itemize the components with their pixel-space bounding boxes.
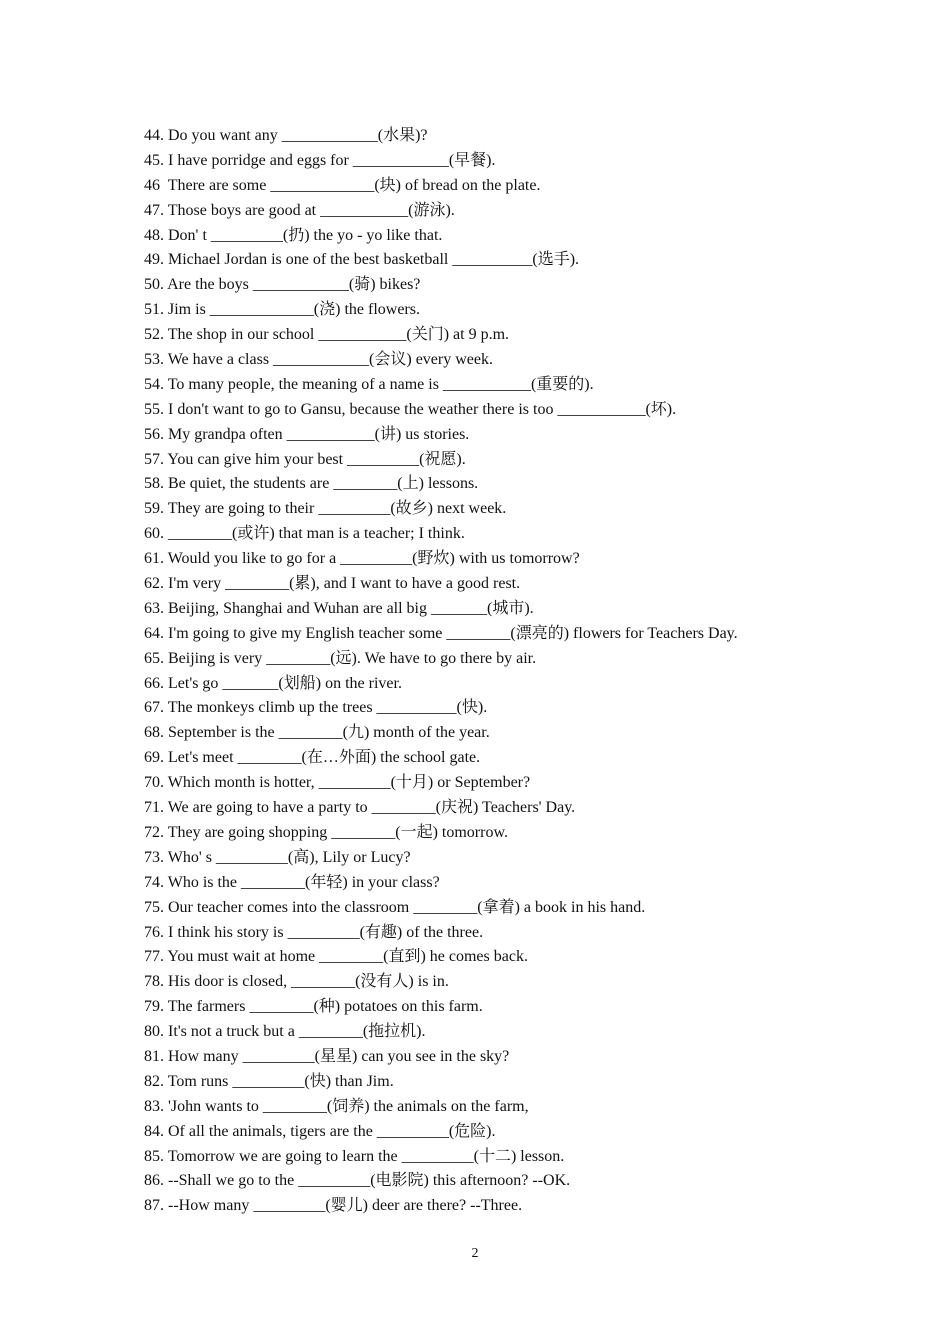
question-48: 48. Don' t _________(扔) the yo - yo like that. (144, 226, 443, 244)
question-57: 57. You can give him your best _________(祝愿). (144, 450, 466, 468)
question-85: 85. Tomorrow we are going to learn the _________(十二) lesson. (144, 1147, 565, 1165)
question-81: 81. How many _________(星星) can you see in the sky? (144, 1047, 510, 1065)
question-65: 65. Beijing is very ________(远). We have to go there by air. (144, 649, 537, 667)
question-52: 52. The shop in our school ___________(关门) at 9 p.m. (144, 326, 510, 344)
page-number: 2 (471, 1246, 479, 1261)
question-55: 55. I don't want to go to Gansu, because the weather there is too ___________(坏). (144, 400, 677, 418)
question-67: 67. The monkeys climb up the trees __________(快). (144, 699, 488, 717)
question-70: 70. Which month is hotter, _________(十月) or September? (144, 774, 531, 792)
question-79: 79. The farmers ________(种) potatoes on this farm. (144, 998, 483, 1016)
question-78: 78. His door is closed, ________(没有人) is in. (144, 973, 449, 991)
question-76: 76. I think his story is _________(有趣) of the three. (144, 923, 484, 941)
question-58: 58. Be quiet, the students are ________(上) lessons. (144, 475, 479, 493)
question-72: 72. They are going shopping ________(一起) tomorrow. (144, 823, 508, 841)
question-86: 86. --Shall we go to the _________(电影院) this afternoon? --OK. (144, 1172, 571, 1190)
question-63: 63. Beijing, Shanghai and Wuhan are all big _______(城市). (144, 599, 534, 617)
question-68: 68. September is the ________(九) month of the year. (144, 724, 490, 742)
question-74: 74. Who is the ________(年轻) in your class? (144, 873, 440, 891)
question-84: 84. Of all the animals, tigers are the _________(危险). (144, 1122, 496, 1140)
question-71: 71. We are going to have a party to ________(庆祝) Teachers' Day. (144, 799, 576, 817)
question-77: 77. You must wait at home ________(直到) he comes back. (144, 948, 528, 966)
question-56: 56. My grandpa often ___________(讲) us stories. (144, 425, 470, 443)
question-51: 51. Jim is _____________(浇) the flowers. (144, 301, 420, 319)
question-87: 87. --How many _________(婴儿) deer are there? --Three. (144, 1197, 523, 1215)
question-50: 50. Are the boys ____________(骑) bikes? (144, 276, 421, 294)
question-62: 62. I'm very ________(累), and I want to have a good rest. (144, 575, 521, 593)
question-59: 59. They are going to their _________(故乡) next week. (144, 500, 507, 518)
question-69: 69. Let's meet ________(在…外面) the school gate. (144, 749, 481, 767)
question-45: 45. I have porridge and eggs for ____________(早餐). (144, 151, 496, 169)
question-53: 53. We have a class ____________(会议) every week. (144, 351, 493, 369)
question-64: 64. I'm going to give my English teacher some ________(漂亮的) flowers for Teachers Day. (144, 624, 738, 642)
question-80: 80. It's not a truck but a ________(拖拉机). (144, 1023, 426, 1041)
question-49: 49. Michael Jordan is one of the best basketball __________(选手). (144, 251, 580, 269)
question-75: 75. Our teacher comes into the classroom ________(拿着) a book in his hand. (144, 898, 646, 916)
question-82: 82. Tom runs _________(快) than Jim. (144, 1072, 394, 1090)
question-47: 47. Those boys are good at ___________(游泳). (144, 201, 455, 219)
question-66: 66. Let's go _______(划船) on the river. (144, 674, 402, 692)
question-73: 73. Who' s _________(高), Lily or Lucy? (144, 848, 411, 866)
question-61: 61. Would you like to go for a _________(野炊) with us tomorrow? (144, 550, 580, 568)
question-83: 83. 'John wants to ________(饲养) the animals on the farm, (144, 1097, 529, 1115)
question-60: 60. ________(或许) that man is a teacher; I think. (144, 525, 465, 543)
question-44: 44. Do you want any ____________(水果)? (144, 127, 428, 144)
question-46: 46 There are some _____________(块) of bread on the plate. (144, 176, 541, 194)
question-list (144, 124, 844, 1219)
question-54: 54. To many people, the meaning of a name is ___________(重要的). (144, 375, 594, 393)
